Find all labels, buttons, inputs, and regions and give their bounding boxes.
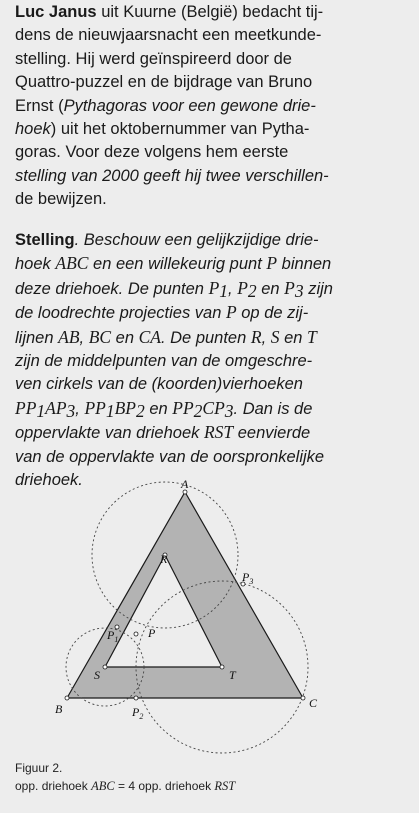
label-a: A [181,477,189,491]
geometry-figure [0,470,419,770]
intro-line-2: dens de nieuwjaarsnacht een meetkunde- [15,26,322,45]
theorem-line-1: Stelling. Beschouw een gelijkzijdige drie- [15,231,319,249]
author-name: Luc Janus [15,3,97,21]
theorem-line-2: hoek ABC en een willekeurig punt P binnen [15,253,332,274]
intro-line-3: stelling. Hij werd geïnspireerd door de [15,49,292,68]
intro-line-6: hoek) uit het oktobernummer van Pytha- [15,120,310,139]
point-p1 [115,625,119,629]
theorem-line-6: zijn de middelpunten van de omgeschre- [15,352,313,371]
label-r: R [160,552,168,566]
theorem-line-8: $PP_1AP_3$, $PP_1BP_2$ en $PP_2CP_3$. Dan is de [15,397,313,421]
label-t: T [229,668,236,682]
intro-line-7: goras. Voor deze volgens hem eerste [15,143,289,162]
theorem-line-7: ven cirkels van de (koorden)vierhoeken [15,375,303,394]
intro-line-4: Quattro-puzzel en de bijdrage van Bruno [15,73,313,92]
theorem-heading: Stelling [15,231,75,249]
intro-line-8: stelling van 2000 geeft hij twee verschillen- [15,166,329,185]
theorem-line-3: deze driehoek. De punten $P_1$, $P_2$ en $P_3$ zijn [15,277,333,301]
point-p [134,632,138,636]
label-p2: $P_2$ [132,705,144,721]
intro-line-1: Luc Janus uit Kuurne (België) bedacht tij- [15,3,324,21]
intro-line-9: de bewijzen. [15,190,107,209]
point-c [301,696,305,700]
theorem-line-9: oppervlakte van driehoek RST eenvierde [15,422,311,443]
label-c: C [309,696,318,710]
theorem-paragraph [15,229,407,492]
label-p1: $P_1$ [107,628,119,644]
point-s [103,665,107,669]
label-p3: $P_3$ [242,570,254,586]
label-p: P [148,626,156,640]
figure-caption-title: Figuur 2. [15,761,63,775]
intro-paragraph [15,1,407,212]
point-t [220,665,224,669]
figure-caption-text: opp. driehoek ABC = 4 opp. driehoek RST [15,779,236,793]
point-b [65,696,69,700]
label-b: B [55,702,63,716]
intro-line-5: Ernst (Pythagoras voor een gewone drie- [15,96,316,115]
label-s: S [94,668,100,682]
point-p2 [134,696,138,700]
theorem-line-11: driehoek. [15,471,83,490]
theorem-line-4: de loodrechte projecties van P op de zij- [15,302,309,323]
theorem-line-5: lijnen AB, BC en CA. De punten R, S en T [15,326,317,347]
theorem-line-10: van de oppervlakte van de oorspronkelijke [15,447,325,466]
